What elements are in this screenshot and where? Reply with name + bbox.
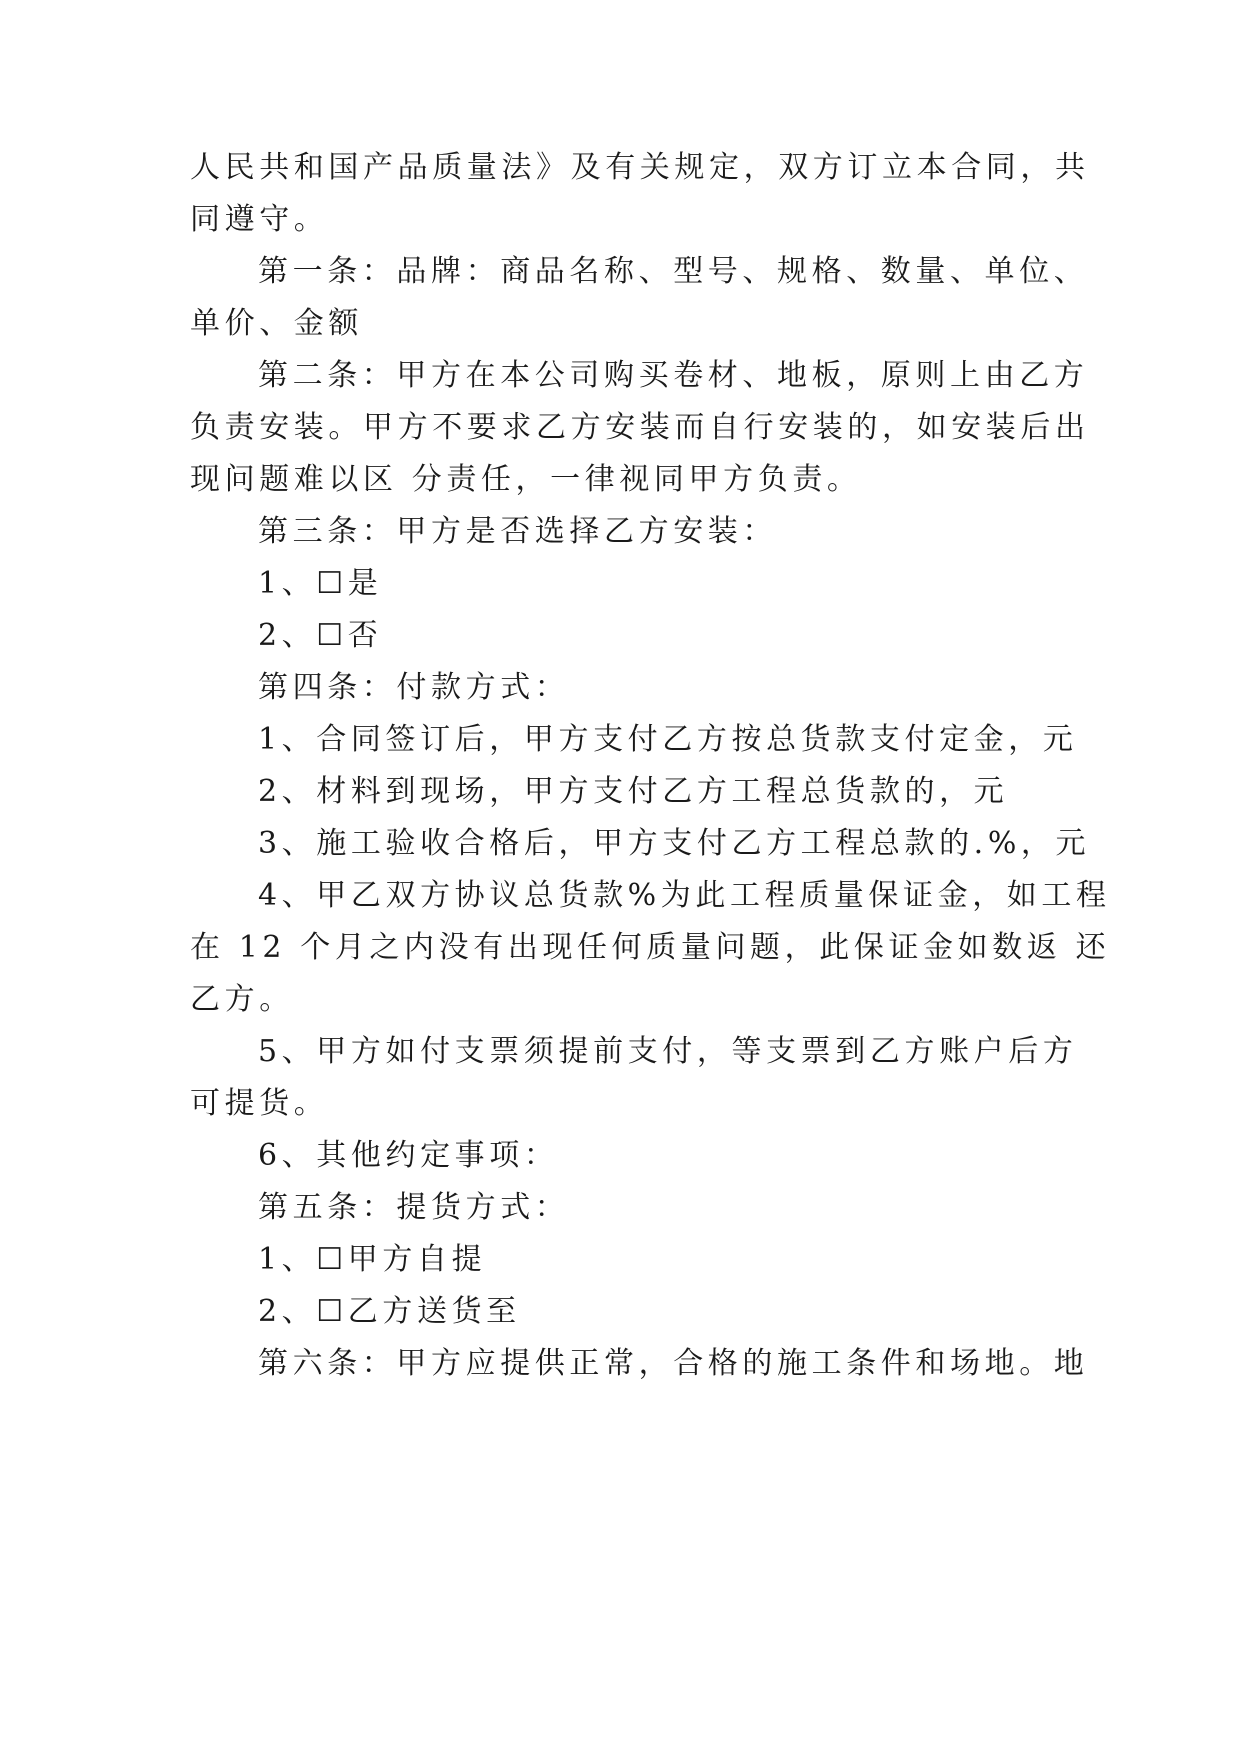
text-line: 人民共和国产品质量法》及有关规定，双方订立本合同，共 — [190, 150, 1090, 185]
text-line: 1、☐甲方自提 — [258, 1242, 487, 1277]
text-line: 1、☐是 — [258, 566, 383, 601]
text-line: 6、其他约定事项： — [258, 1138, 559, 1173]
text-line: 第二条：甲方在本公司购买卷材、地板，原则上由乙方 — [258, 358, 1089, 393]
text-line: 在 12 个月之内没有出现任何质量问题，此保证金如数返 还 — [190, 930, 1111, 965]
text-line: 可提货。 — [190, 1086, 329, 1121]
text-line: 同遵守。 — [190, 202, 329, 237]
text-line: 2、材料到现场，甲方支付乙方工程总货款的，元 — [258, 774, 1009, 809]
text-line: 第五条：提货方式： — [258, 1190, 570, 1225]
text-line: 3、施工验收合格后，甲方支付乙方工程总款的.%，元 — [258, 826, 1091, 861]
text-line: 第三条：甲方是否选择乙方安装： — [258, 514, 777, 549]
text-line: 1、合同签订后，甲方支付乙方按总货款支付定金，元 — [258, 722, 1078, 757]
text-line: 5、甲方如付支票须提前支付，等支票到乙方账户后方 — [258, 1034, 1078, 1069]
text-line: 2、☐否 — [258, 618, 383, 653]
text-line: 第六条：甲方应提供正常，合格的施工条件和场地。地 — [258, 1346, 1089, 1381]
text-line: 2、☐乙方送货至 — [258, 1294, 521, 1329]
text-line: 现问题难以区 分责任，一律视同甲方负责。 — [190, 462, 862, 497]
text-line: 单价、金额 — [190, 306, 363, 341]
text-line: 乙方。 — [190, 982, 294, 1017]
text-line: 4、甲乙双方协议总货款%为此工程质量保证金，如工程 — [258, 878, 1111, 913]
text-line: 第一条：品牌：商品名称、型号、规格、数量、单位、 — [258, 254, 1089, 289]
text-line: 负责安装。甲方不要求乙方安装而自行安装的，如安装后出 — [190, 410, 1090, 445]
text-line: 第四条：付款方式： — [258, 670, 570, 705]
